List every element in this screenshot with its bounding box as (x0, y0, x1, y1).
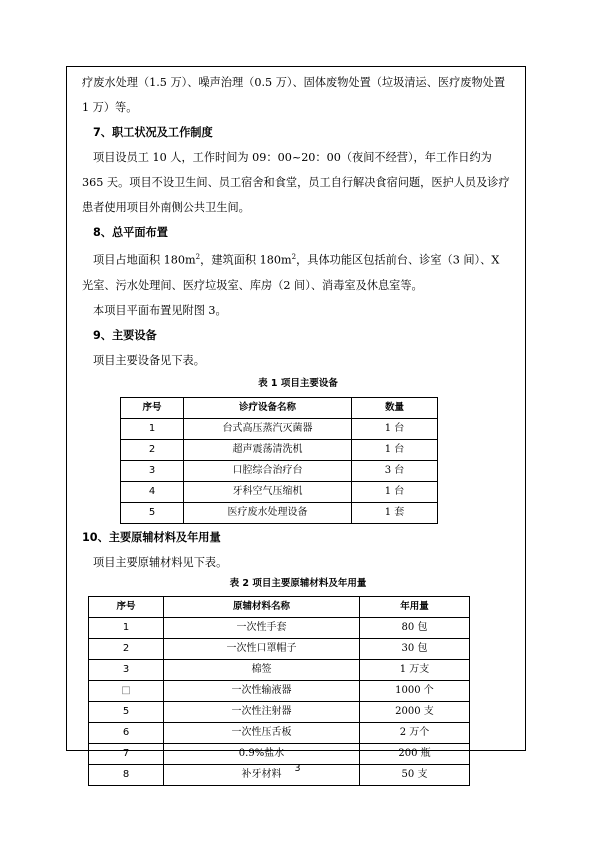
table-cell: 3 (89, 659, 164, 680)
table-cell: 医疗废水处理设备 (184, 502, 352, 523)
table-cell: 牙科空气压缩机 (184, 481, 352, 502)
table-row (89, 680, 470, 701)
equipment-table (120, 397, 438, 524)
table-cell: 7 (89, 743, 164, 764)
section-9-paragraph: 项目主要设备见下表。 (93, 353, 205, 367)
area-text-2: ，建筑面积 180m (200, 253, 292, 267)
section-9-heading: 9、主要设备 (93, 328, 157, 342)
table-cell: 80 包 (360, 617, 470, 638)
table-row (121, 481, 438, 502)
table-cell: 补牙材料 (164, 764, 360, 785)
table-header-cell: 序号 (89, 596, 164, 617)
table-header-cell: 数量 (352, 397, 438, 418)
table-cell: 口腔综合治疗台 (184, 460, 352, 481)
table-header-cell: 诊疗设备名称 (184, 397, 352, 418)
table-header-cell: 序号 (121, 397, 184, 418)
document-body (82, 70, 514, 786)
table-cell: 台式高压蒸汽灭菌器 (184, 418, 352, 439)
section-10-paragraph: 项目主要原辅材料见下表。 (93, 555, 228, 569)
table-row (121, 418, 438, 439)
table-cell: 一次性口罩帽子 (164, 638, 360, 659)
table-header-cell: 年用量 (360, 596, 470, 617)
table-2-caption: 表 2 项目主要原辅材料及年用量 (229, 577, 367, 589)
section-8-heading: 8、总平面布置 (93, 226, 168, 239)
table-row (89, 743, 470, 764)
table-cell: 1 台 (352, 481, 438, 502)
table-cell: 1 台 (352, 418, 438, 439)
table-cell: 6 (89, 722, 164, 743)
section-7-paragraph: 项目设员工 10 人，工作时间为 09：00~20：00（夜间不经营），年工作日约为 365 天。项目不设卫生间、员工宿舍和食堂，员工自行解决食宿问题，医护人员及诊疗患者使用项目外南侧公共卫生间。 (82, 151, 510, 214)
table-cell: 5 (89, 701, 164, 722)
table-cell: 8 (89, 764, 164, 785)
area-text-1: 项目占地面积 180m (93, 253, 196, 267)
table-row (89, 701, 470, 722)
table-cell: 30 包 (360, 638, 470, 659)
area-text-3: ，具体功能区包括前台、诊室（3 间）、X 光室、污水处理间、医疗垃圾室、库房（2 间）、消毒室及休息室等。 (82, 253, 500, 292)
table-header-row (121, 397, 438, 418)
table-cell: 2 (121, 439, 184, 460)
table-row (121, 502, 438, 523)
table-cell: 3 (121, 460, 184, 481)
table-cell: 一次性注射器 (164, 701, 360, 722)
table-cell: 一次性手套 (164, 617, 360, 638)
table-row (89, 638, 470, 659)
table-header-cell: 原辅材料名称 (164, 596, 360, 617)
table-row (89, 722, 470, 743)
section-10-heading: 10、主要原辅材料及年用量 (82, 530, 221, 544)
layout-reference-paragraph: 本项目平面布置见附图 3。 (93, 303, 227, 317)
table-cell: 超声震荡清洗机 (184, 439, 352, 460)
table-cell: 1 (89, 617, 164, 638)
table-cell: 3 台 (352, 460, 438, 481)
table-cell: 2000 支 (360, 701, 470, 722)
table-cell: 1 万支 (360, 659, 470, 680)
table-cell: 50 支 (360, 764, 470, 785)
table-cell: 1 台 (352, 439, 438, 460)
table-cell: 1 套 (352, 502, 438, 523)
table-cell: 0.9%盐水 (164, 743, 360, 764)
table-row (121, 460, 438, 481)
table-cell: 4 (121, 481, 184, 502)
table-cell: 5 (121, 502, 184, 523)
table-cell: 一次性输液器 (164, 680, 360, 701)
table-row (89, 659, 470, 680)
table-cell: 1000 个 (360, 680, 470, 701)
page-number: 3 (294, 763, 301, 774)
table-row (121, 439, 438, 460)
table-cell: 棉签 (164, 659, 360, 680)
table-cell: 2 万个 (360, 722, 470, 743)
table-cell: 一次性压舌板 (164, 722, 360, 743)
table-cell: 200 瓶 (360, 743, 470, 764)
table-1-caption: 表 1 项目主要设备 (258, 377, 338, 389)
superscript-2b: 2 (291, 253, 297, 261)
table-header-row (89, 596, 470, 617)
table-cell: 1 (121, 418, 184, 439)
section-8-paragraph (82, 245, 514, 298)
intro-paragraph: 疗废水处理（1.5 万）、噪声治理（0.5 万）、固体废物处置（垃圾清运、医疗废物处置 1 万）等。 (82, 76, 506, 114)
table-row (89, 617, 470, 638)
materials-table (88, 596, 470, 786)
table-cell: □ (89, 680, 164, 701)
section-7-heading: 7、职工状况及工作制度 (93, 126, 213, 139)
superscript-2a: 2 (195, 253, 201, 261)
table-cell: 2 (89, 638, 164, 659)
